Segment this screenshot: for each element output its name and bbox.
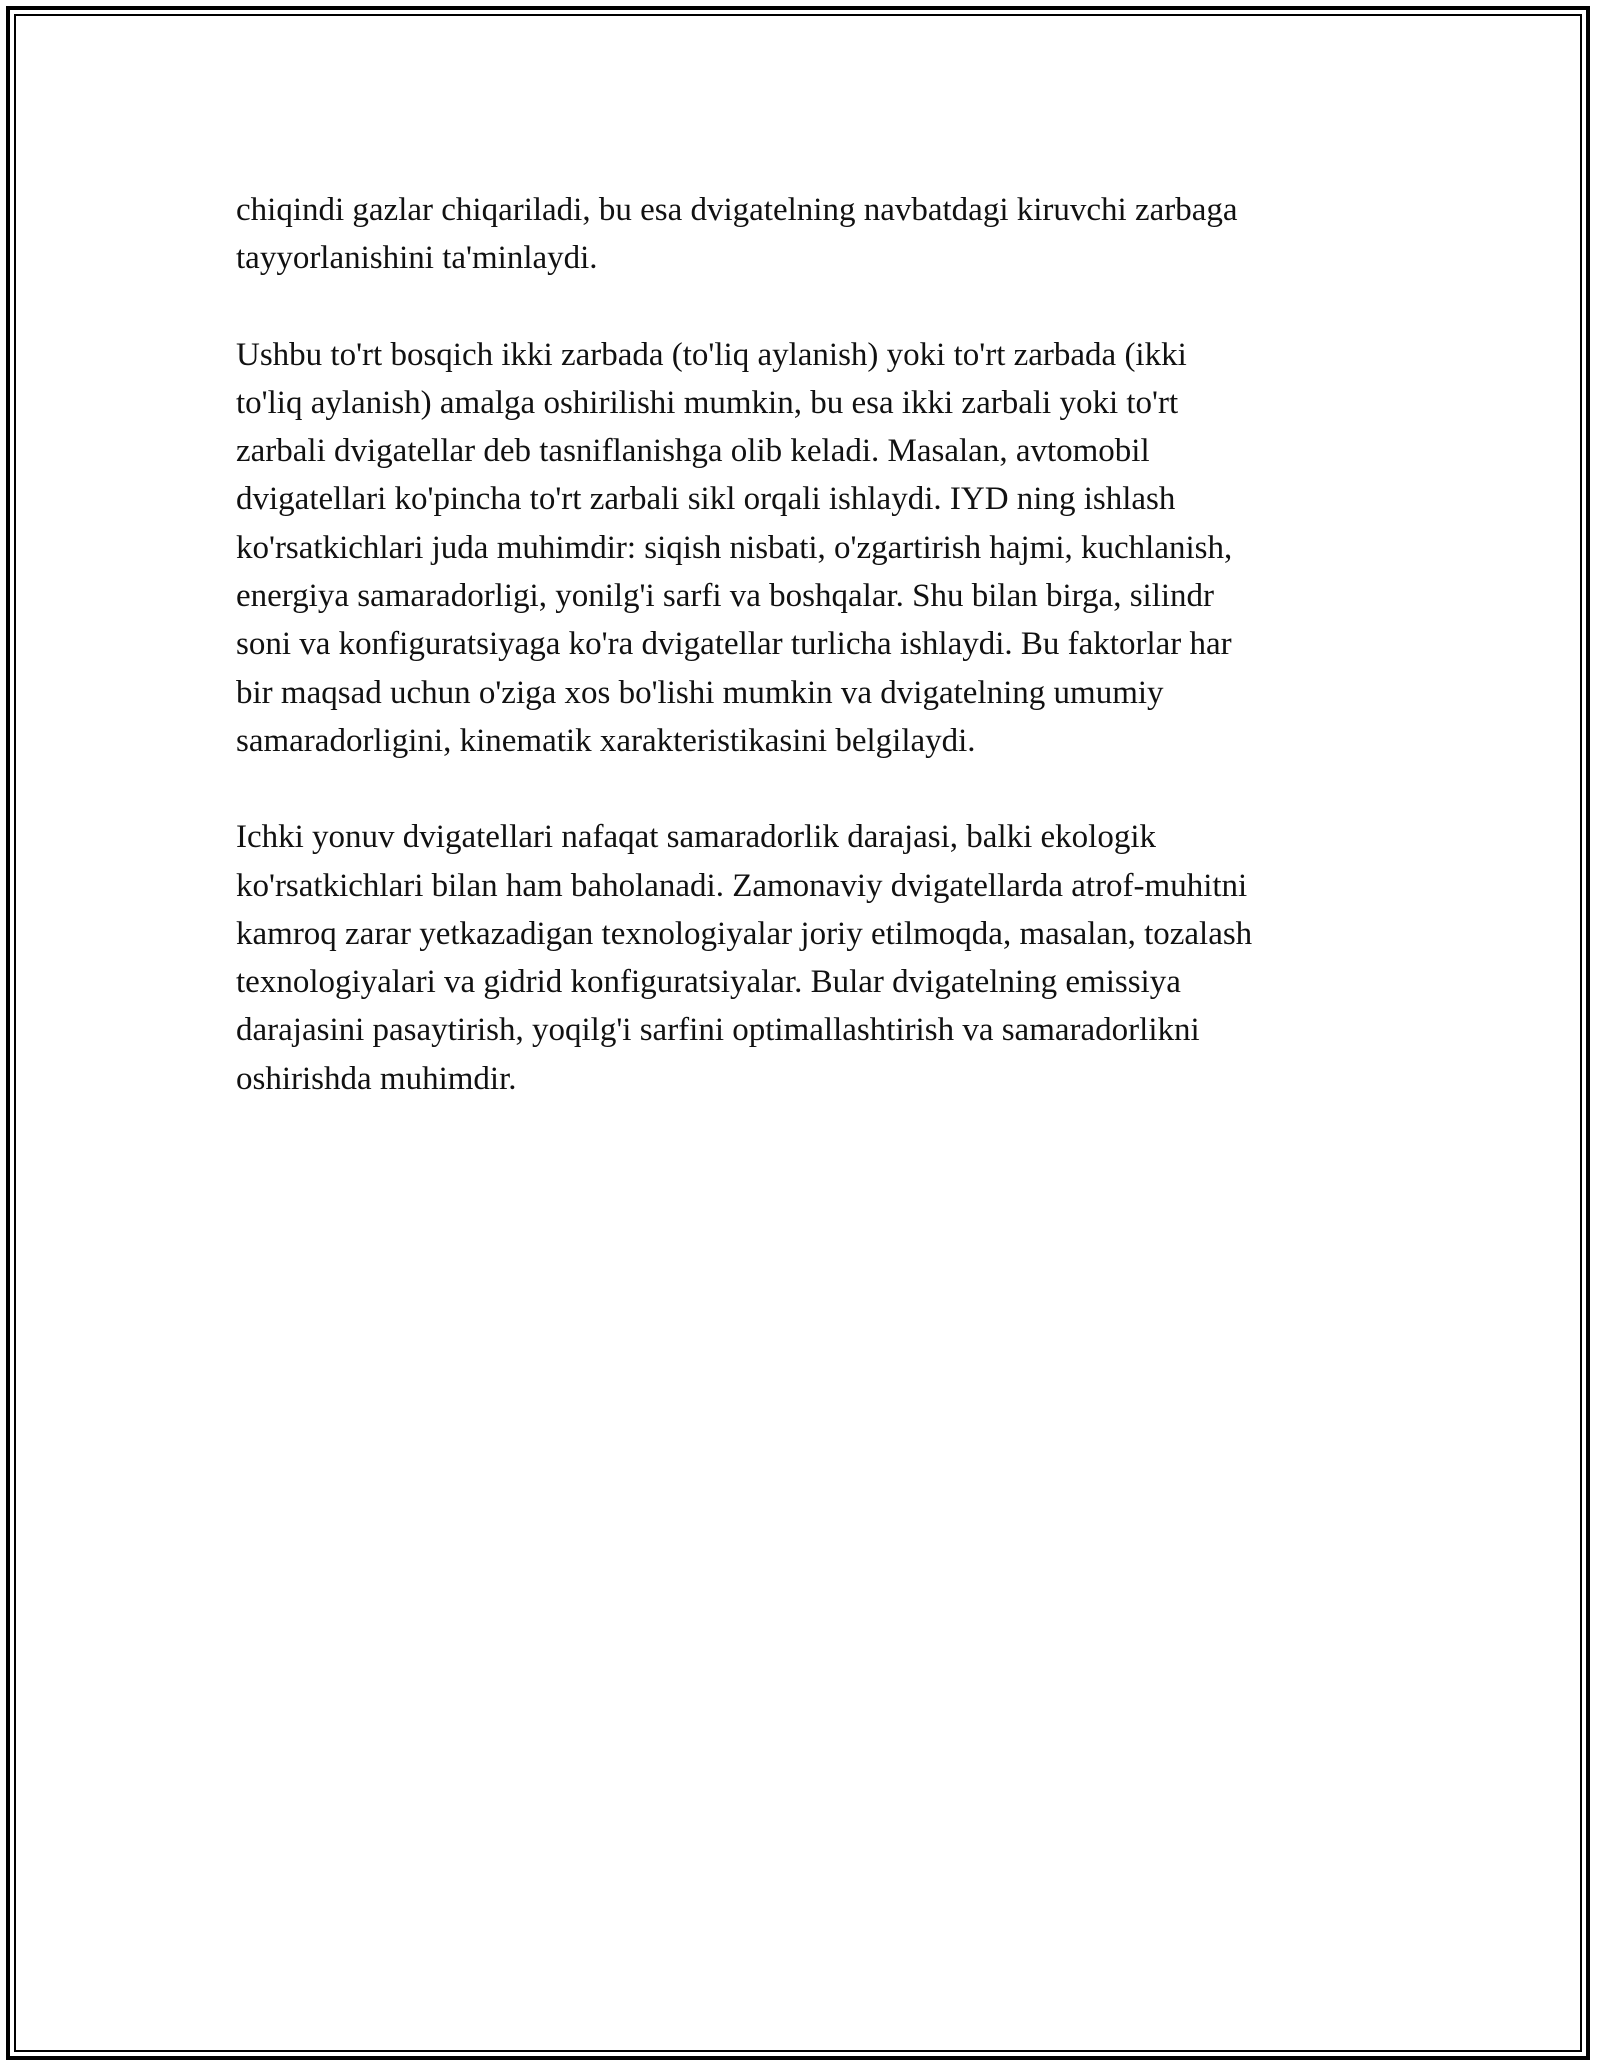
paragraph-2: Ushbu to'rt bosqich ikki zarbada (to'liq aylanish) yoki to'rt zarbada (ikki to'liq aylanish) amalga oshirilishi mumkin, bu esa ikki zarbali yoki to'rt zarbali dvigatellar deb tasniflanishga olib keladi. Masalan, avtomobil dvigatellari ko'pincha to'rt zarbali sikl orqali ishlaydi. IYD ning ishlash ko'rsatkichlari juda muhimdir: siqish nisbati, o'zgartirish hajmi, kuchlanish, energiya samaradorligi, yonilg'i sarfi va boshqalar. Shu bilan birga, silindr soni va konfiguratsiyaga ko'ra dvigatellar turlicha ishlaydi. Bu faktorlar har bir maqsad uchun o'ziga xos bo'lishi mumkin va dvigatelning umumiy samaradorligini, kinematik xarakteristikasini belgilaydi. [236,336,1233,759]
paragraph-3: Ichki yonuv dvigatellari nafaqat samaradorlik darajasi, balki ekologik ko'rsatkichlari bilan ham baholanadi. Zamonaviy dvigatellarda atrof-muhitni kamroq zarar yetkazadigan texnologiyalar joriy etilmoqda, masalan, tozalash texnologiyalari va gidrid konfiguratsiyalar. Bular dvigatelning emissiya darajasini pasaytirish, yoqilg'i sarfini optimallashtirish va samaradorlikni oshirishda muhimdir. [236,819,1253,1097]
document-body [236,186,1371,1151]
paragraph-1: chiqindi gazlar chiqariladi, bu esa dvigatelning navbatdagi kiruvchi zarbaga tayyorlanishini ta'minlaydi. [236,192,1238,277]
